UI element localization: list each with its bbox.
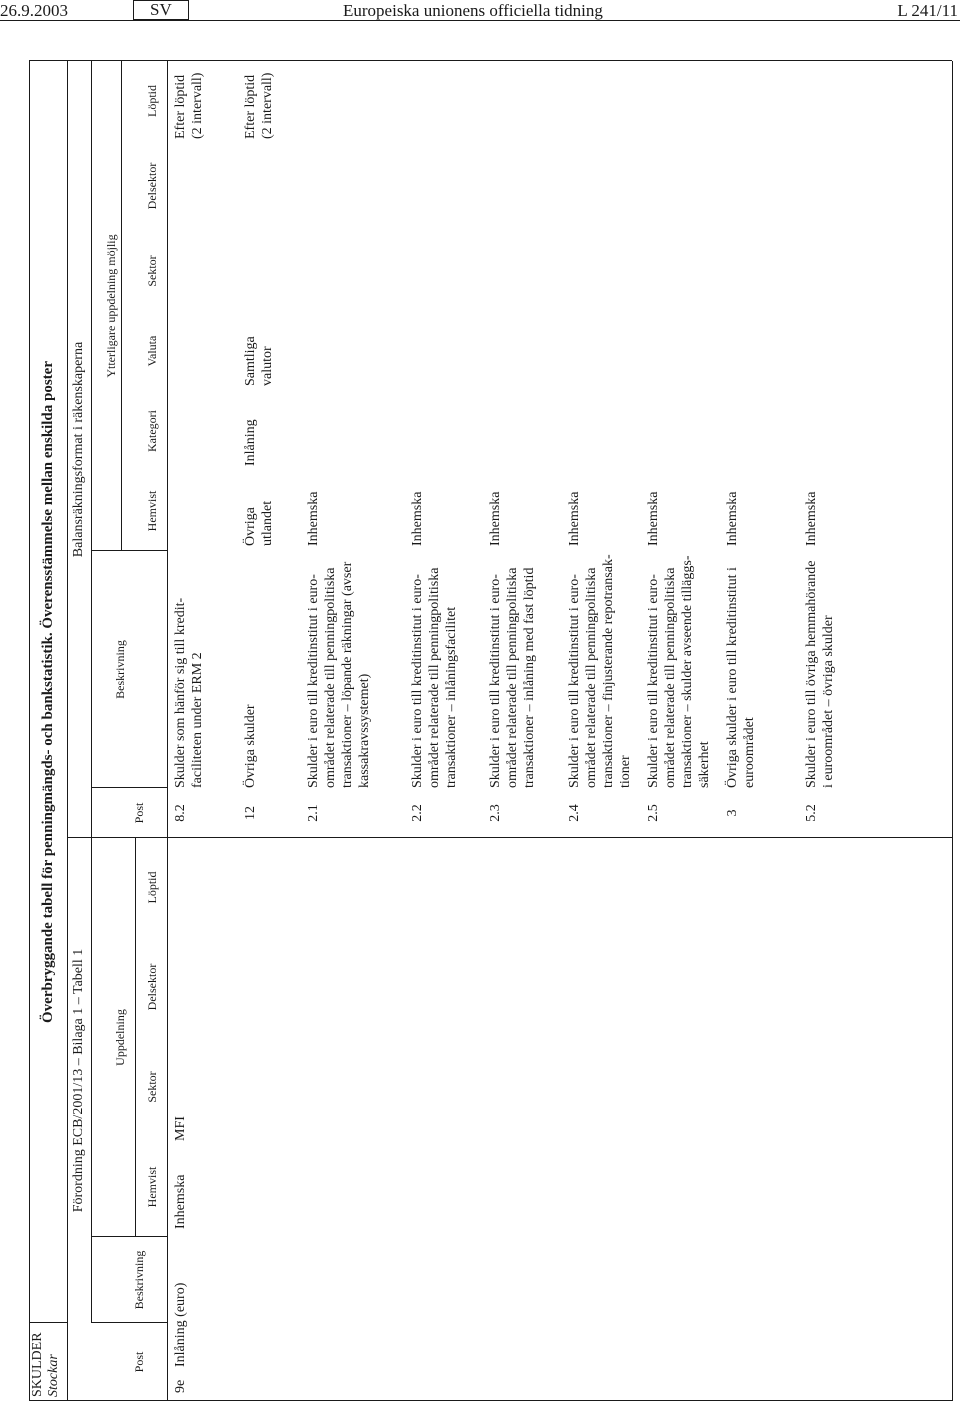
row-description: euroområdet bbox=[742, 717, 757, 788]
row-description: Skulder i euro till kreditinstitut i euro- bbox=[646, 574, 661, 788]
row-post: 12 bbox=[243, 806, 258, 820]
title-rule bbox=[67, 61, 68, 1401]
row-description: transaktioner – inlåning med fast löptid bbox=[522, 567, 537, 788]
row-description: faciliteten under ERM 2 bbox=[190, 652, 205, 788]
col-left-delsektor: Delsektor bbox=[145, 963, 159, 1011]
page-header bbox=[0, 0, 960, 24]
uppdelning-rule bbox=[135, 838, 136, 1237]
row-description: Skulder i euro till kreditinstitut i euro- bbox=[410, 574, 425, 788]
row-valuta: valutor bbox=[260, 346, 275, 386]
div-right-post bbox=[91, 787, 167, 788]
row-post: 2.1 bbox=[306, 804, 321, 822]
left-row-hemvist: Inhemska bbox=[173, 1174, 188, 1229]
row-hemvist: Inhemska bbox=[646, 491, 661, 546]
col-right-beskrivning: Beskrivning bbox=[113, 640, 127, 699]
left-row-post: 9e bbox=[173, 1379, 188, 1393]
row-description: tioner bbox=[618, 755, 633, 788]
row-loptid: (2 intervall) bbox=[190, 72, 205, 139]
left-group-label: Förordning ECB/2001/13 – Bilaga 1 – Tabell 1 bbox=[71, 948, 86, 1213]
row-loptid: (2 intervall) bbox=[260, 72, 275, 139]
bridging-table bbox=[29, 51, 954, 1401]
row-hemvist: Inhemska bbox=[488, 491, 503, 546]
row-hemvist: utlandet bbox=[260, 500, 275, 546]
header-rule bbox=[0, 20, 960, 21]
row-post: 2.5 bbox=[646, 804, 661, 822]
group-rule bbox=[91, 61, 92, 1323]
row-hemvist: Inhemska bbox=[410, 491, 425, 546]
col-right-post: Post bbox=[132, 802, 146, 824]
ytterligare-label: Ytterligare uppdelning möjlig bbox=[104, 234, 118, 378]
row-valuta: Samtliga bbox=[243, 336, 258, 386]
section-subtitle: Stockar bbox=[46, 1354, 61, 1397]
ytterligare-rule bbox=[121, 61, 122, 551]
row-hemvist: Inhemska bbox=[725, 491, 740, 546]
col-right-sektor: Sektor bbox=[145, 255, 159, 287]
row-description: Övriga skulder i euro till kreditinstitut i bbox=[725, 567, 740, 788]
row-loptid: Efter löptid bbox=[243, 74, 258, 139]
col-right-hemvist: Hemvist bbox=[145, 490, 159, 532]
row-description: området relaterade till penningpolitiska bbox=[427, 567, 442, 788]
row-description: kassakravssystemet) bbox=[357, 673, 372, 788]
col-left-loptid: Löptid bbox=[145, 871, 159, 904]
div-right-beskrivning bbox=[91, 550, 167, 551]
col-left-post: Post bbox=[132, 1351, 146, 1373]
row-hemvist: Inhemska bbox=[567, 491, 582, 546]
row-description: Skulder i euro till kreditinstitut i euro- bbox=[306, 574, 321, 788]
uppdelning-label: Uppdelning bbox=[113, 1009, 127, 1066]
col-left-hemvist: Hemvist bbox=[145, 1166, 159, 1208]
publication-date: 26.9.2003 bbox=[0, 1, 68, 20]
row-kategori: Inlåning bbox=[243, 419, 258, 466]
row-description: Skulder i euro till övriga hemmahörande bbox=[804, 560, 819, 788]
col-right-kategori: Kategori bbox=[145, 410, 159, 452]
row-description: i euroområdet – övriga skulder bbox=[821, 615, 836, 788]
left-row-sektor: MFI bbox=[173, 1116, 188, 1141]
row-description: området relaterade till penningpolitiska bbox=[323, 567, 338, 788]
div-left-post bbox=[91, 1322, 167, 1323]
col-left-beskrivning: Beskrivning bbox=[132, 1250, 146, 1310]
div-left-beskrivning bbox=[91, 1236, 167, 1237]
row-hemvist: Inhemska bbox=[306, 491, 321, 546]
section-title: SKULDER bbox=[30, 1332, 45, 1397]
journal-title: Europeiska unionens officiella tidning bbox=[343, 1, 603, 20]
frame-top bbox=[29, 61, 30, 1401]
row-description: säkerhet bbox=[697, 741, 712, 788]
header-bottom-rule bbox=[167, 61, 168, 1401]
right-group-label: Balansräkningsformat i räkenskaperna bbox=[71, 341, 86, 558]
row-post: 2.3 bbox=[488, 804, 503, 822]
row-description: Skulder som hänför sig till kredit- bbox=[173, 597, 188, 788]
col-right-delsektor: Delsektor bbox=[145, 162, 159, 210]
row-post: 2.4 bbox=[567, 804, 582, 822]
row-description: Övriga skulder bbox=[243, 704, 258, 788]
left-row-beskrivning: Inlåning (euro) bbox=[173, 1282, 188, 1367]
frame-bottom bbox=[952, 61, 953, 1401]
row-post: 5.2 bbox=[804, 804, 819, 822]
row-description: området relaterade till penningpolitiska bbox=[663, 567, 678, 788]
row-post: 8.2 bbox=[173, 804, 188, 822]
page-number: L 241/11 bbox=[897, 1, 958, 20]
row-loptid: Efter löptid bbox=[173, 74, 188, 139]
row-description: området relaterade till penningpolitiska bbox=[505, 567, 520, 788]
row-post: 2.2 bbox=[410, 804, 425, 822]
col-right-loptid: Löptid bbox=[145, 85, 159, 117]
language-code: SV bbox=[133, 0, 189, 20]
row-description: transaktioner – inlåningsfacilitet bbox=[444, 606, 459, 788]
row-description: transaktioner – finjusterande repotransak- bbox=[601, 554, 616, 788]
row-post: 3 bbox=[725, 809, 740, 817]
table-title: Överbryggande tabell för penningmängds- och bankstatistik. Överensstämmelse mellan enskilda poster bbox=[40, 361, 56, 1023]
row-description: Skulder i euro till kreditinstitut i euro- bbox=[488, 574, 503, 788]
row-hemvist: Övriga bbox=[243, 507, 258, 546]
row-description: Skulder i euro till kreditinstitut i euro- bbox=[567, 574, 582, 788]
row-description: transaktioner – skulder avseende tilläggs- bbox=[680, 555, 695, 788]
row-description: området relaterade till penningpolitiska bbox=[584, 567, 599, 788]
col-right-valuta: Valuta bbox=[145, 335, 159, 367]
row-description: transaktioner – löpande räkningar (avser bbox=[340, 561, 355, 788]
row-hemvist: Inhemska bbox=[804, 491, 819, 546]
col-left-sektor: Sektor bbox=[145, 1071, 159, 1103]
